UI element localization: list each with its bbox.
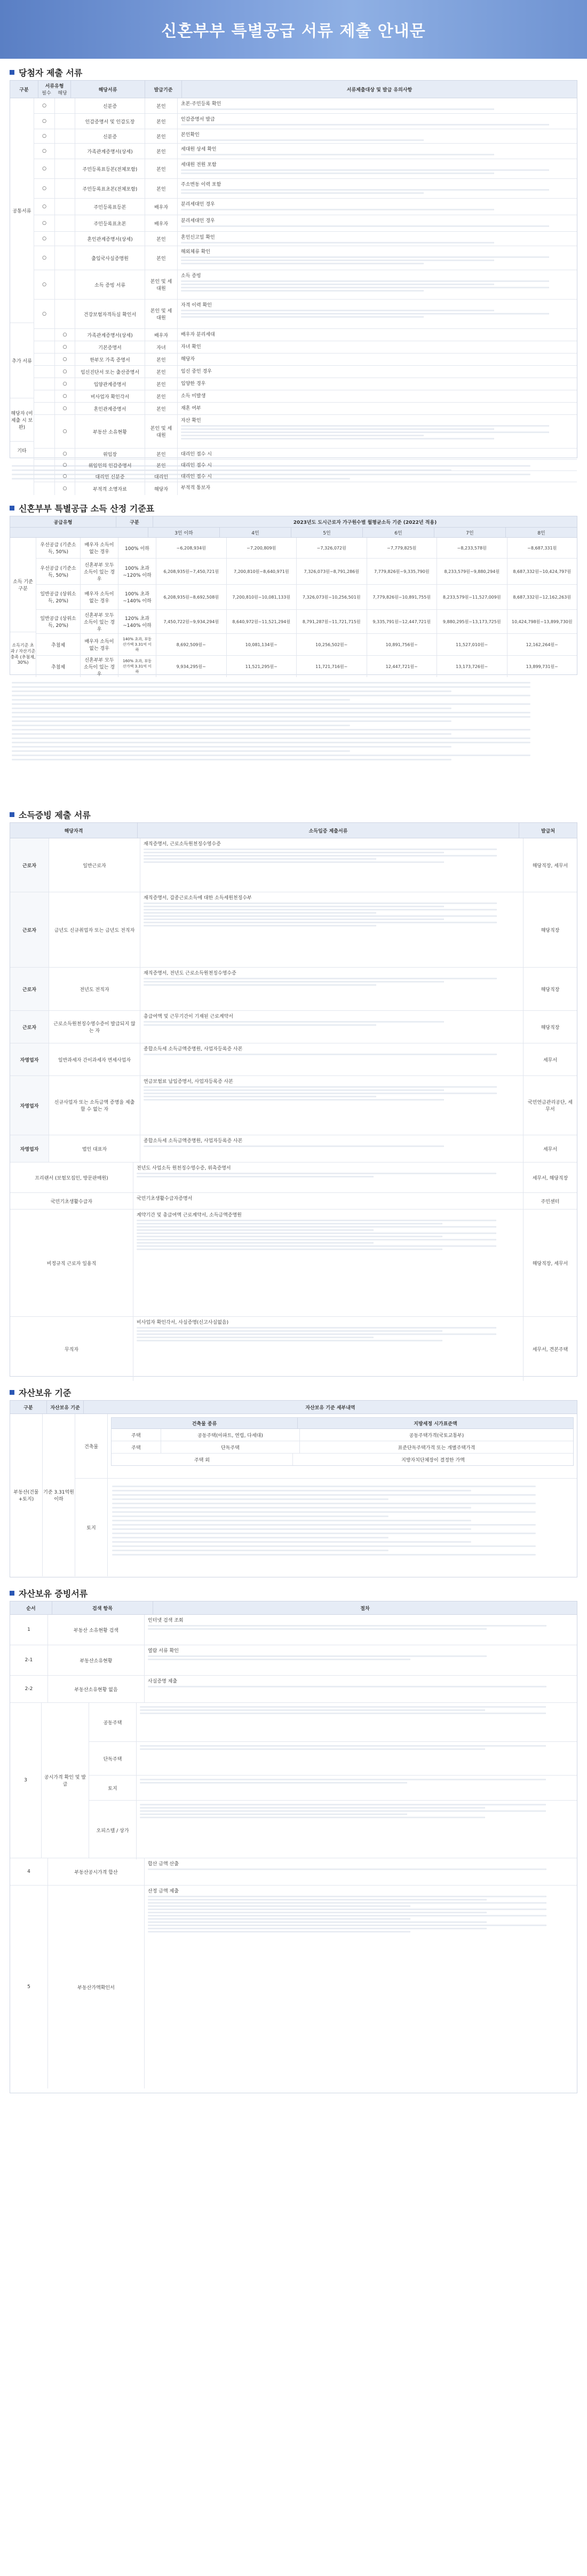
- table-row: ○ 대리인 신분증 대리인 대리인 접수 시: [34, 471, 577, 482]
- table-row: 일반공급 (상위소득, 20%) 배우자 소득이 없는 경우 100% 초과~140% 이하 6,208,935원~8,692,508원 7,200,810원~10,081,133원 7,326,073원~10,256,501원 7,779,826원~10,891,755원 8,233,579원~11,527,009원 8,687,332원~12,162,263원: [36, 585, 577, 610]
- section-title: 자산보유 증빙서류: [19, 1588, 88, 1599]
- section-proof: [10, 808, 577, 1377]
- table-row: ○ 입양관계증명서 본인 입양한 경우: [34, 378, 577, 390]
- section-title: 신혼부부 특별공급 소득 산정 기준표: [19, 503, 155, 514]
- table-row: 비정규직 근로자 일용직 계약기간 및 총급여액 근로계약서, 소득금액증명원 해당직장, 세무서: [10, 1210, 577, 1317]
- table-row: 자영업자 신규사업자 또는 소득금액 증명을 제출 할 수 없는 자 연금보험료 납입증명서, 사업자등록증 사본 국민연금관리공단, 세무서: [10, 1076, 577, 1135]
- table-row: 오피스텔 / 상가: [89, 1801, 577, 1859]
- table-row: ○ 주민등록표등본 배우자 분리세대인 경우: [34, 199, 577, 215]
- documents-table: [10, 80, 577, 492]
- table-header: 3인 이하 4인 5인 6인 7인 8인: [10, 528, 577, 538]
- table-row: 자영업자 일반과세자 간이과세자 면세사업자 종합소득세 소득금액증명원, 사업자등록증 사본 세무서: [10, 1043, 577, 1076]
- table-row: ○ 위임인의 인감증명서 본인 대리인 접수 시: [34, 460, 577, 471]
- table-row: ○ 임신진단서 또는 출산증명서 본인 임신 중인 경우: [34, 366, 577, 378]
- table-row: ○ 인감증명서 및 인감도장 본인 인감증명서 발급: [34, 114, 577, 129]
- table-row: ○ 가족관계증명서(상세) 배우자 배우자 분리세대: [34, 329, 577, 341]
- table-row: 4 부동산공시가격 합산 합산 금액 산출: [10, 1858, 577, 1886]
- table-row: 2-1 부동산소유현황 열람 서류 확인: [10, 1645, 577, 1676]
- bullet-square-icon: [10, 1591, 14, 1596]
- table-row: 프리랜서 (보험모집인, 방문판매원) 전년도 사업소득 원천징수영수증, 위촉증명서 세무서, 해당직장: [10, 1163, 577, 1193]
- table-row: ○ 혼인관계증명서 본인 재혼 여부: [34, 403, 577, 415]
- table-row: 근로자 금년도 신규취업자 또는 금년도 전직자 재직증명서, 갑종근로소득에 대한 소득세원천징수부 해당직장: [10, 892, 577, 968]
- table-header: 순서 검색 항목 절차: [10, 1601, 577, 1615]
- table-row: 추첨제 신혼부부 모두 소득이 있는 경우 160% 초과, 부동산가액 3.31억 이하 9,934,295원~ 11,521,295원~ 11,721,716원~ 12,447,721원~ 13,173,726원~ 13,899,731원~: [36, 656, 577, 677]
- proof-table: [10, 822, 577, 1377]
- table-row: 근로자 전년도 전직자 재직증명서, 전년도 근로소득원천징수영수증 해당직장: [10, 968, 577, 1011]
- table-row: 근로자 근로소득원천징수영수증이 발급되지 않는 자 총급여액 및 근무기간이 기재된 근로계약서 해당직장: [10, 1011, 577, 1043]
- income-table: 공급유형 구분 2023년도 도시근로자 가구원수별 월평균소득 기준 (2022년 적용) 3인 이하 4인 5인 6인 7인 8인 소득 기준 구분 소득기준 초과 / 자산기준 충족 (추첨제, 30%) 우선공급 (기준소득, 50%) 배우자 소득이 없는 경우 100% 이하 ~6,208,934원 ~7,200,809원 ~7,326,072원 ~7,779,825원 ~8,233,578원 ~8,687,331원 우선공급 (기준소득, 50%) 신혼부부 모두 소득이 있는 경우 100% 초과~120% 이하 6,208,935원~7,450,721원 7,200,810원~8,640,971원 7,326,073원~8,791,286원 7,779,826원~9,335,790원 8,233,579원~9,880,294원 8,687,332원~10,424,797원 일반공급 (상위소득, 20%) 배우자 소득이 없는 경우 100% 초과~140% 이하 6,208,935원~8,692,508원 7,200,810원~10,081,133원 7,326,073원~10,256,501원 7,779,826원~10,891,755원 8,233,579원~11,527,009원 8,687,332원~12,162,263원 일반공급 (상위소득, 20%) 신혼부부 모두 소득이 있는 경우 120% 초과~140% 이하 7,450,722원~9,934,294원 8,640,972원~11,521,294원 8,791,287원~11,721,715원 9,335,791원~12,447,721원 9,880,295원~13,173,725원 10,424,798원~13,899,730원 추첨제 배우자 소득이 없는 경우 140% 초과, 부동산가액 3.31억 이하 8,692,509원~ 10,081,134원~ 10,256,502원~ 10,891,756원~ 11,527,010원~ 12,162,264원~ 추첨제 신혼부부 모두 소득이 있는 경우 160% 초과, 부동산가액 3.31억 이하 9,934,295원~ 11,521,295원~ 11,721,716원~ 12,447,721원~ 13,173,726원~ 13,899,731원~: [10, 516, 577, 675]
- section-title: 당첨자 제출 서류: [19, 67, 83, 78]
- table-row: 우선공급 (기준소득, 50%) 배우자 소득이 없는 경우 100% 이하 ~6,208,934원 ~7,200,809원 ~7,326,072원 ~7,779,825원 ~8,233,578원 ~8,687,331원: [36, 538, 577, 559]
- table-caption: 공급유형 구분 2023년도 도시근로자 가구원수별 월평균소득 기준 (2022년 적용): [10, 516, 577, 528]
- assets-table: 구분 자산보유 기준 자산보유 기준 세부내역 부동산(건물+토지) 기준 3.31억원 이하 건축물 건축물 종류 지방세정 시가표준액 주택 공동주택(아파트, 연립, 다세대) 공동주택가격(국토교통부) 주택 단독주택 표준단독주택가격 또는 개별주택가격 주택 외 지방자치단체장이 결정한 가액 토지: [10, 1400, 577, 1577]
- section-documents: [10, 66, 577, 494]
- table-row: 1 부동산 소유현황 검색 인터넷 검색 조회: [10, 1615, 577, 1645]
- table-row: ○ 혼인관계증명서(상세) 본인 혼인신고일 확인: [34, 232, 577, 246]
- group-additional: 추가 서류: [10, 323, 34, 398]
- table-row: 2-2 부동산소유현황 없음 사실증명 제출: [10, 1676, 577, 1703]
- table-row: ○ 위임장 본인 대리인 접수 시: [34, 449, 577, 460]
- table-header: 구분 자산보유 기준 자산보유 기준 세부내역: [10, 1401, 577, 1414]
- table-row: 주택 외 지방자치단체장이 결정한 가액: [112, 1454, 573, 1465]
- inner-table: 건축물 종류 지방세정 시가표준액 주택 공동주택(아파트, 연립, 다세대) 공동주택가격(국토교통부) 주택 단독주택 표준단독주택가격 또는 개별주택가격 주택 외 지방자치단체장이 결정한 가액: [111, 1417, 574, 1466]
- bullet-square-icon: [10, 70, 14, 75]
- section-income: [10, 502, 577, 801]
- table-row: 추첨제 배우자 소득이 없는 경우 140% 초과, 부동산가액 3.31억 이하 8,692,509원~ 10,081,134원~ 10,256,502원~ 10,891,756원~ 11,527,010원~ 12,162,264원~: [36, 634, 577, 656]
- table-row: ○ 신분증 본인 초본·주민등록 확인: [34, 98, 577, 114]
- bullet-square-icon: [10, 1390, 14, 1395]
- table-header: 해당자격 소득입증 제출서류 발급처: [10, 823, 577, 838]
- table-row: 공동주택: [89, 1703, 577, 1742]
- table-row: ○ 가족관계증명서(상세) 본인 세대원 상세 확인: [34, 144, 577, 159]
- group-common: 공통서류: [10, 98, 34, 323]
- section-asset-docs: [10, 1587, 577, 2093]
- bullet-square-icon: [10, 506, 14, 511]
- table-row: ○ 신분증 본인 본인확인: [34, 129, 577, 144]
- asset-docs-table: 순서 검색 항목 절차 1 부동산 소유현황 검색 인터넷 검색 조회 2-1 부동산소유현황 열람 서류 확인 2-2 부동산소유현황 없음 사실증명 제출 3 공시가격 확인 및 발급 공동주택 단독주택 토지 오피스텔 / 상가 4 부동산공시가격 합산 합산 금액 산출 5 부동산가액확인서 산정 금액 제출: [10, 1601, 577, 2093]
- table-row: 국민기초생활수급자 국민기초생활수급자증명서 주민센터: [10, 1193, 577, 1210]
- notes-block: [10, 675, 577, 801]
- bullet-square-icon: [10, 812, 14, 817]
- section-title: 소득증빙 제출 서류: [19, 810, 91, 820]
- section-title: 자산보유 기준: [19, 1387, 72, 1398]
- table-row: 주택 공동주택(아파트, 연립, 다세대) 공동주택가격(국토교통부): [112, 1429, 573, 1441]
- table-row: ○ 비사업자 확인각서 본인 소득 미발생: [34, 390, 577, 403]
- table-row: 단독주택: [89, 1742, 577, 1776]
- table-row: ○ 부동산 소유현황 본인 및 세대원 자산 확인: [34, 415, 577, 449]
- table-row: ○ 건강보험자격득실 확인서 본인 및 세대원 자격 이력 확인: [34, 300, 577, 329]
- group-optional: 해당자 (미제출 시 보완): [10, 398, 34, 442]
- table-row: ○ 한부모 가족 증명서 본인 해당자: [34, 354, 577, 366]
- table-row: 토지: [89, 1776, 577, 1801]
- table-row: 근로자 일반근로자 재직증명서, 근로소득원천징수영수증 해당직장, 세무서: [10, 838, 577, 892]
- table-row: 무직자 비사업자 확인각서, 사실증명(신고사실없음) 세무서, 견본주택: [10, 1317, 577, 1381]
- documents-rows: [34, 98, 577, 495]
- table-row: 자영업자 법인 대표자 종합소득세 소득금액증명원, 사업자등록증 사본 세무서: [10, 1135, 577, 1163]
- table-row: 5 부동산가액확인서 산정 금액 제출: [10, 1886, 577, 2088]
- table-row: ○ 부적격 소명자료 해당자 부적격 통보자: [34, 482, 577, 495]
- section-assets: [10, 1386, 577, 1577]
- table-row: ○ 주민등록표등본(전체포함) 본인 세대원 전원 포함: [34, 159, 577, 179]
- group-other: 기타: [17, 448, 27, 454]
- table-row: ○ 주민등록표초본 배우자 분리세대인 경우: [34, 215, 577, 232]
- page-title: 신혼부부 특별공급 서류 제출 안내문: [161, 22, 426, 41]
- table-row: 일반공급 (상위소득, 20%) 신혼부부 모두 소득이 있는 경우 120% 초과~140% 이하 7,450,722원~9,934,294원 8,640,972원~11,521,294원 8,791,287원~11,721,715원 9,335,791원~12,447,721원 9,880,295원~13,173,725원 10,424,798원~13,899,730원: [36, 610, 577, 634]
- table-row: ○ 출입국사실증명원 본인 해외체류 확인: [34, 246, 577, 270]
- table-row: ○ 주민등록표초본(전체포함) 본인 주소변동 이력 포함: [34, 179, 577, 199]
- table-row: ○ 소득 증빙 서류 본인 및 세대원 소득 증빙: [34, 270, 577, 300]
- page-banner: [0, 0, 587, 59]
- table-row: 우선공급 (기준소득, 50%) 신혼부부 모두 소득이 있는 경우 100% 초과~120% 이하 6,208,935원~7,450,721원 7,200,810원~8,640,971원 7,326,073원~8,791,286원 7,779,826원~9,335,790원 8,233,579원~9,880,294원 8,687,332원~10,424,797원: [36, 559, 577, 585]
- table-row: 주택 단독주택 표준단독주택가격 또는 개별주택가격: [112, 1441, 573, 1454]
- table-row: ○ 기본증명서 자녀 자녀 확인: [34, 341, 577, 354]
- table-header: 구분 서류유형 필수 해당 해당서류 발급기준 서류제출대상 및 발급 유의사항: [10, 81, 577, 98]
